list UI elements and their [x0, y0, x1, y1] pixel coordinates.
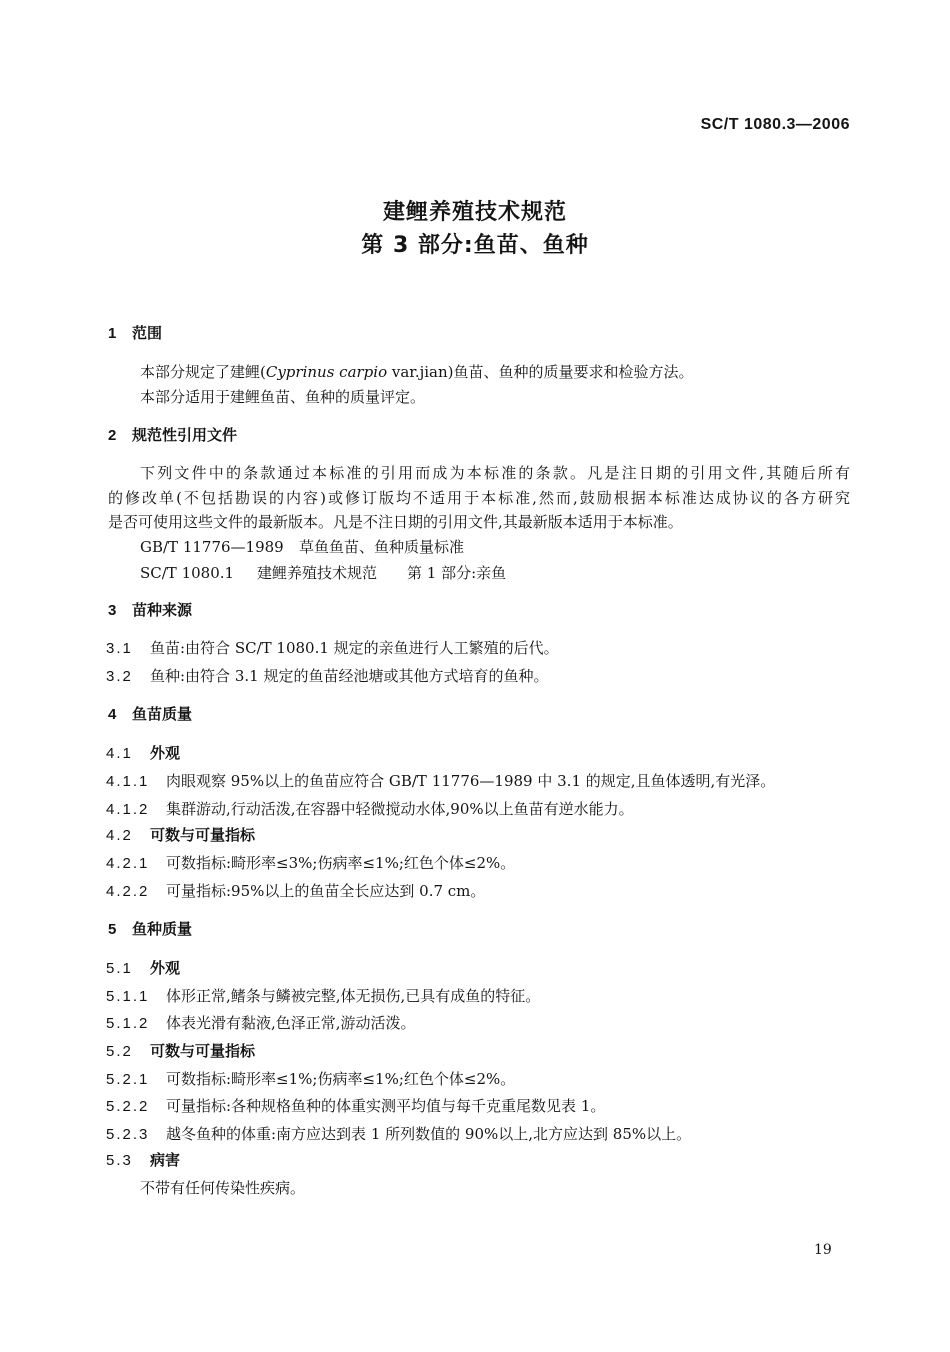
- section-title: 苗种来源: [132, 601, 193, 619]
- clause: [106, 881, 485, 902]
- reference-item: [140, 563, 506, 583]
- page-number: 19: [814, 1242, 832, 1258]
- reference-code: SC/T 1080.1: [140, 564, 235, 582]
- paragraph-disease: 不带有任何传染性疾病。: [140, 1179, 306, 1197]
- clause: [106, 799, 634, 820]
- paragraph-scope-2: 本部分适用于建鲤鱼苗、鱼种的质量评定。: [140, 388, 426, 406]
- clause-number: 3.2: [106, 668, 133, 685]
- subsection-heading: [106, 743, 180, 764]
- clause: [106, 1069, 515, 1090]
- clause-number: 4.2.1: [106, 855, 150, 872]
- subsection-title: 可数与可量指标: [150, 826, 256, 844]
- reference-code: GB/T 11776—1989: [140, 538, 284, 556]
- clause-text: 肉眼观察 95%以上的鱼苗应符合 GB/T 11776—1989 中 3.1 的规定,且鱼体透明,有光泽。: [166, 772, 776, 790]
- subsection-number: 4.2: [106, 827, 133, 844]
- clause-number: 5.2.1: [106, 1071, 150, 1088]
- clause: [106, 1013, 416, 1034]
- reference-title: 草鱼鱼苗、鱼种质量标准: [299, 538, 465, 556]
- reference-title: 建鲤养殖技术规范: [257, 564, 378, 582]
- subsection-heading: [106, 958, 180, 979]
- clause-number: 5.1.2: [106, 1015, 150, 1032]
- clause-text: 体形正常,鳍条与鳞被完整,体无损伤,已具有成鱼的特征。: [166, 987, 541, 1005]
- clause: [106, 1096, 605, 1117]
- section-heading-5: [108, 919, 192, 940]
- clause-text: 鱼苗:由符合 SC/T 1080.1 规定的亲鱼进行人工繁殖的后代。: [150, 639, 559, 657]
- section-heading-2: [108, 425, 237, 446]
- paragraph-line: 是否可使用这些文件的最新版本。凡是不注日期的引用文件,其最新版本适用于本标准。: [108, 513, 683, 531]
- subsection-number: 5.1: [106, 960, 133, 977]
- text-segment: var.jian)鱼苗、鱼种的质量要求和检验方法。: [387, 363, 694, 381]
- clause: [106, 853, 515, 874]
- clause: [106, 1124, 691, 1145]
- clause-text: 鱼种:由符合 3.1 规定的鱼苗经池塘或其他方式培育的鱼种。: [150, 667, 549, 685]
- section-heading-1: [108, 323, 162, 344]
- clause-text: 可量指标:各种规格鱼种的体重实测平均值与每千克重尾数见表 1。: [166, 1097, 606, 1115]
- subsection-number: 5.3: [106, 1152, 133, 1169]
- paragraph-scope-1: [140, 362, 694, 382]
- latin-name: Cyprinus carpio: [265, 363, 388, 381]
- clause-number: 3.1: [106, 640, 133, 657]
- paragraph-line: 下列文件中的条款通过本标准的引用而成为本标准的条款。凡是注日期的引用文件,其随后所有: [140, 464, 850, 482]
- section-title: 范围: [132, 324, 163, 342]
- clause-number: 5.1.1: [106, 988, 150, 1005]
- section-number: 5: [108, 921, 117, 938]
- subsection-heading: [106, 1041, 255, 1062]
- reference-part: 第 1 部分:亲鱼: [407, 564, 507, 582]
- clause-text: 越冬鱼种的体重:南方应达到表 1 所列数值的 90%以上,北方应达到 85%以上。: [166, 1125, 692, 1143]
- section-number: 3: [108, 602, 117, 619]
- clause: [106, 771, 775, 792]
- clause-number: 4.1.2: [106, 801, 150, 818]
- section-title: 鱼苗质量: [132, 705, 193, 723]
- clause: [106, 638, 559, 659]
- clause: [106, 666, 548, 687]
- subsection-title: 病害: [150, 1151, 181, 1169]
- reference-item: [140, 537, 464, 557]
- section-title: 规范性引用文件: [132, 426, 238, 444]
- section-number: 4: [108, 706, 117, 723]
- subsection-number: 5.2: [106, 1043, 133, 1060]
- clause-number: 4.1.1: [106, 773, 150, 790]
- section-heading-4: [108, 704, 192, 725]
- document-subtitle: 第 3 部分:鱼苗、鱼种: [361, 233, 589, 258]
- subsection-number: 4.1: [106, 745, 133, 762]
- section-title: 鱼种质量: [132, 920, 193, 938]
- section-heading-3: [108, 600, 192, 621]
- clause-text: 集群游动,行动活泼,在容器中轻微搅动水体,90%以上鱼苗有逆水能力。: [166, 800, 634, 818]
- text-segment: 本部分规定了建鲤(: [140, 363, 266, 381]
- clause-number: 5.2.2: [106, 1098, 150, 1115]
- subsection-heading: [106, 825, 255, 846]
- subsection-title: 外观: [150, 959, 181, 977]
- section-number: 2: [108, 427, 117, 444]
- document-title: 建鲤养殖技术规范: [382, 200, 567, 225]
- section-number: 1: [108, 325, 117, 342]
- clause-text: 可量指标:95%以上的鱼苗全长应达到 0.7 cm。: [166, 882, 486, 900]
- clause-text: 体表光滑有黏液,色泽正常,游动活泼。: [166, 1014, 416, 1032]
- subsection-heading: [106, 1150, 180, 1171]
- subsection-title: 可数与可量指标: [150, 1042, 256, 1060]
- clause-text: 可数指标:畸形率≤1%;伤病率≤1%;红色个体≤2%。: [166, 1070, 516, 1088]
- clause-text: 可数指标:畸形率≤3%;伤病率≤1%;红色个体≤2%。: [166, 854, 516, 872]
- paragraph-line: 的修改单(不包括勘误的内容)或修订版均不适用于本标准,然而,鼓励根据本标准达成协议的各方研究: [108, 489, 850, 507]
- subsection-title: 外观: [150, 744, 181, 762]
- clause: [106, 986, 540, 1007]
- clause-number: 5.2.3: [106, 1126, 150, 1143]
- standard-code: SC/T 1080.3—2006: [700, 116, 850, 133]
- clause-number: 4.2.2: [106, 883, 150, 900]
